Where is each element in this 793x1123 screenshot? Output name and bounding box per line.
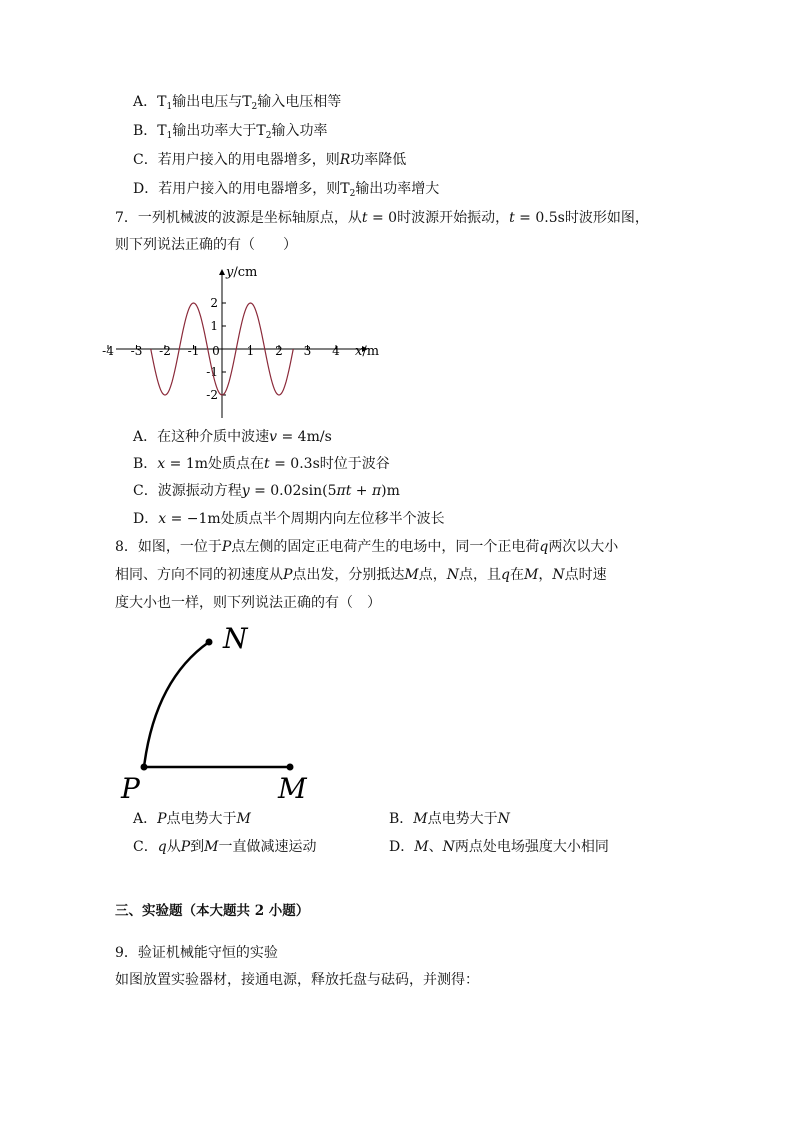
stem-text: 点，且 [459,567,502,583]
math-var: P [157,811,167,827]
math-t: T [242,94,252,110]
y-tick-label: 2 [210,296,218,310]
x-tick-label: 0 [212,344,220,358]
option-text: 输出功率大于 [172,123,257,139]
label-m: M [278,772,307,805]
q8-option-b [389,809,510,829]
option-text: 输入电压相等 [257,94,342,110]
x-axis-label [355,344,379,359]
subscript: 2 [265,131,272,141]
q8-option-a [133,809,251,829]
label-p: P [121,772,140,805]
q7-option-c [133,481,400,501]
option-label: B． [133,123,158,139]
math-var: t [361,210,368,226]
section-title: 三、实验题（本大题共 2 小题） [115,903,310,919]
math-var: M [236,811,251,827]
math-var: P [283,567,293,583]
subscript: 2 [251,102,258,112]
arc-p-to-n [144,642,209,767]
option-label: D． [133,511,159,527]
x-tick-label: -2 [159,344,171,358]
stem-text: 7．一列机械波的波源是坐标轴原点，从 [115,210,362,226]
math-var: πt [336,483,352,499]
option-text: 输出电压与 [172,94,243,110]
math-var: M [414,839,429,855]
stem-text: 两次以大小 [548,539,619,555]
point-p [141,764,148,771]
q8-stem-line2 [115,565,607,585]
q7-option-a [133,427,332,447]
option-text: 处质点半个周期内向左位移半个波长 [220,511,445,527]
q8-option-c [133,837,316,857]
math-var: t [264,456,270,472]
option-text: 输入功率 [271,123,328,139]
x-tick-label: -3 [130,344,143,358]
math-value: = 0.02sin(5 [249,483,337,499]
y-tick-label: -2 [206,388,218,402]
q7-stem-line2: 则下列说法正确的有（ ） [115,237,297,253]
wave-axes [116,269,368,418]
y-axis-arrow [219,269,225,275]
math-t: T [157,94,167,110]
q7-option-d [133,509,445,529]
option-label: A． [133,429,158,445]
math-var: P [180,839,191,855]
math-value: = 1m [165,456,209,472]
option-text: 若用户接入的用电器增多，则 [158,181,341,197]
math-var: N [442,839,455,855]
math-t: T [340,181,350,197]
math-var: y [241,483,250,499]
stem-text: ， [538,567,553,583]
stem-text: 相同、方向不同的初速度从 [115,567,283,583]
point-n [206,639,213,646]
point-m [287,764,294,771]
option-label: B． [389,811,414,827]
subscript: 2 [349,189,356,199]
stem-text: 时波形如图， [564,210,649,226]
math-t: T [157,123,167,139]
option-text: 从 [166,839,181,855]
option-label: C． [133,483,158,499]
option-text: 在这种介质中波速 [157,429,270,445]
option-text: 到 [190,839,205,855]
q7-option-b [133,454,390,474]
y-axis-var: y [226,265,234,280]
y-axis-label [225,265,257,280]
x-tick-label: 4 [332,344,340,358]
math-var: P [221,539,232,555]
math-value: = −1m [166,511,221,527]
option-text: 输出功率增大 [355,181,440,197]
x-tick-label: 3 [303,344,312,358]
math-value: = 0 [367,210,398,226]
math-var: t [509,210,515,226]
math-var: x [158,511,167,527]
q8-stem-line1 [115,537,618,557]
stem-text: 在 [509,567,524,583]
stem-text: 8．如图，一位于 [115,539,222,555]
q9-line2: 如图放置实验器材，接通电源，释放托盘与砝码，并测得： [115,972,479,988]
math-var: R [339,152,351,168]
option-label: D． [133,181,159,197]
option-text: 两点处电场强度大小相同 [454,839,609,855]
option-text: 若用户接入的用电器增多，则 [157,152,340,168]
option-text: 点电势大于 [427,811,498,827]
math-var: q [157,839,167,855]
stem-text: 点， [418,567,447,583]
option-label: B． [133,456,158,472]
math-var: π [371,483,382,499]
math-var: M [404,567,419,583]
option-label: C． [133,839,158,855]
math-var: N [446,567,460,583]
option-text: 处质点在 [208,456,265,472]
q8-stem-line3: 度大小也一样，则下列说法正确的有（ ） [115,595,381,611]
math-value: + [351,483,372,499]
stem-text: 点出发，分别抵达 [292,567,405,583]
math-var: M [413,811,428,827]
label-n: N [223,622,248,655]
math-var: N [497,811,510,827]
x-axis-unit: /m [362,344,380,359]
x-tick-label: -4 [102,344,114,358]
option-text: 功率降低 [350,152,407,168]
math-var: N [552,567,565,583]
stem-text: 时波源开始振动， [397,210,510,226]
y-tick-label: -1 [206,365,218,379]
subscript: 1 [166,131,173,141]
math-var: q [539,539,549,555]
option-text: 一直做减速运动 [218,839,317,855]
stem-text: 点左侧的固定正电荷产生的电场中，同一个正电荷 [231,539,540,555]
option-text: 波源振动方程 [157,483,242,499]
math-value: = 0.5s [514,210,565,226]
option-text: 时位于波谷 [319,456,390,472]
math-var: x [157,456,166,472]
q9-line1: 9．验证机械能守恒的实验 [115,945,278,961]
math-value: = 4m/s [277,429,332,445]
option-text: 、 [428,839,443,855]
option-label: D． [389,839,415,855]
math-t: T [256,123,266,139]
field-diagram [110,620,330,810]
math-value: = 0.3s [269,456,320,472]
x-axis-var: x [355,344,363,359]
stem-text: 点时速 [564,567,607,583]
y-axis-unit: /cm [233,265,258,280]
option-label: A． [133,94,158,110]
math-var: v [269,429,278,445]
subscript: 1 [166,102,173,112]
math-var: q [501,567,510,583]
q8-option-d [389,837,609,857]
math-var: M [523,567,539,583]
x-tick-label: -1 [187,344,200,358]
x-tick-label: 2 [275,344,283,358]
x-tick-label: 1 [246,344,255,358]
y-tick-label: 1 [210,319,218,333]
option-label: A． [133,811,158,827]
option-text: 点电势大于 [166,811,237,827]
math-var: M [204,839,219,855]
math-value: )m [381,483,400,499]
option-label: C． [133,152,158,168]
